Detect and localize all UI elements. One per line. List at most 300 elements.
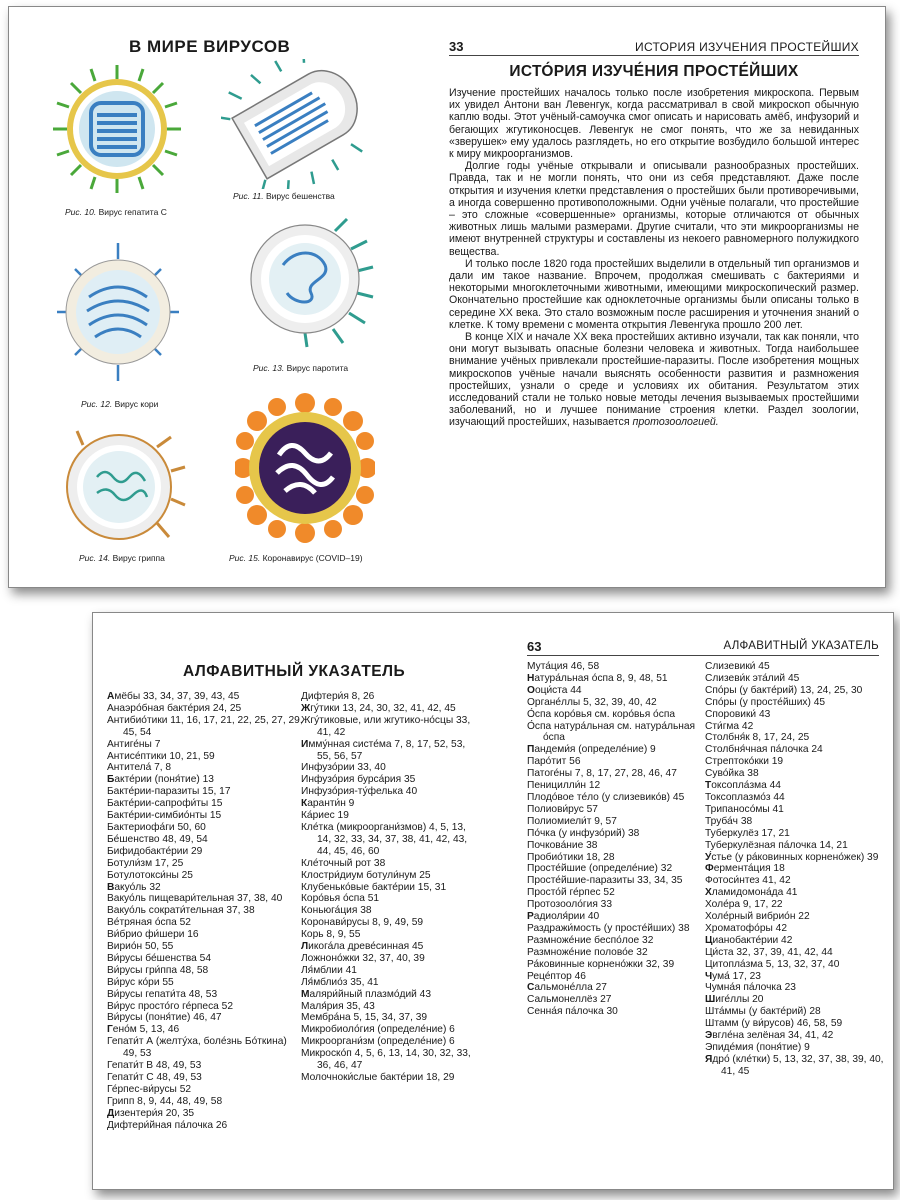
figure-hepatitis-c-illustration <box>47 59 187 199</box>
index-entry-text: Эпиде́мия (поня́тие) 9 <box>705 1042 810 1053</box>
index-entry-text: гу́тики 13, 24, 30, 32, 41, 42, 45 <box>310 702 456 714</box>
figure-12-caption: Рис. 12. Вирус кори <box>81 399 159 409</box>
index-entry-text: Жгу́тиковые, или жгутико-но́сцы 33, 41, 42 <box>301 714 471 738</box>
index-entry <box>301 870 471 882</box>
index-entry <box>107 977 303 989</box>
index-entry-text: мму́нная систе́ма 7, 8, 17, 52, 53, 55, 56, 57 <box>308 738 466 762</box>
index-entry <box>107 1060 303 1072</box>
index-letter: У <box>705 851 712 863</box>
index-entry-text: Ка́риес 19 <box>301 810 349 822</box>
index-entry-text: Ви́русы гри́ппа 48, 58 <box>107 964 209 976</box>
index-entry-text: акуо́ль 32 <box>114 881 161 893</box>
figure-10-caption: Рис. 10. Вирус гепатита С <box>65 207 167 217</box>
index-entry <box>301 1072 471 1084</box>
index-entry <box>527 804 703 816</box>
index-entry <box>301 965 471 977</box>
index-entry-text: Споровики́ 43 <box>705 708 771 720</box>
index-entry <box>301 810 471 822</box>
index-entry-text: Ви́рус ко́ри 55 <box>107 976 174 988</box>
index-entry <box>527 661 703 673</box>
index-letter: К <box>301 798 308 810</box>
index-column <box>527 661 703 1018</box>
index-entry <box>705 792 885 804</box>
index-entry-text: ума́ 17, 23 <box>712 970 761 982</box>
index-entry <box>705 661 885 673</box>
index-entry <box>107 798 303 810</box>
index-entry-text: Вирио́н 50, 55 <box>107 941 174 953</box>
index-page-right <box>517 613 889 1189</box>
index-entry-text: Грипп 8, 9, 44, 48, 49, 58 <box>107 1095 223 1107</box>
index-entry-text: мёбы 33, 34, 37, 39, 43, 45 <box>114 691 240 702</box>
index-entry-text: Штамм (у ви́русов) 46, 58, 59 <box>705 1018 843 1030</box>
index-letter: С <box>527 982 535 994</box>
index-entry <box>107 715 303 739</box>
index-entry <box>527 828 703 840</box>
index-entry <box>301 1012 471 1024</box>
index-entry <box>705 1054 885 1078</box>
paragraph: Изучение простейших началось только после изобретения микроскопа. Первым их увидел Антони ван Левенгук, когда рассматривал в свой микроскоп обычную каплю воды. Этот учёный-самоучка смог описать и нарисовать амёб, инфузорий и бегающих жгутиконосцев. Левенгук не смог понять, что же за невиданных «зверушек» ему удалось разглядеть, но его открытие возбудило большой интерес к миру микроорганизмов. <box>449 87 859 161</box>
index-entry-text: Ви́рус просто́го ге́рпеса 52 <box>107 1000 234 1012</box>
index-entry-text: Цитопла́зма 5, 13, 32, 37, 40 <box>705 958 840 970</box>
index-entry <box>107 846 303 858</box>
index-book-spread <box>92 612 894 1190</box>
index-entry <box>705 732 885 744</box>
index-entry <box>527 721 703 745</box>
index-entry <box>301 1024 471 1036</box>
figure-mumps-illustration <box>235 209 375 349</box>
figure-13-caption: Рис. 13. Вирус паротита <box>253 363 349 373</box>
index-entry-text: Мембра́на 5, 15, 34, 37, 39 <box>301 1012 428 1024</box>
index-entry-text: Анаэро́бная бакте́рия 24, 25 <box>107 702 242 714</box>
index-letter: Ц <box>705 934 713 946</box>
index-entry-text: иге́ллы 20 <box>715 994 764 1006</box>
index-entry-text: Бифидобакте́рии 29 <box>107 845 203 857</box>
index-entry <box>301 929 471 941</box>
index-entry <box>705 816 885 828</box>
index-entry-text: Ви́брио фи́шери 16 <box>107 929 199 941</box>
index-entry-text: Раздражи́мость (у просте́йших) 38 <box>527 922 690 934</box>
index-entry-text: Антибио́тики 11, 16, 17, 21, 22, 25, 27, 29, 45, 54 <box>107 714 303 738</box>
index-entry <box>705 994 885 1006</box>
index-entry <box>301 858 471 870</box>
index-entry-text: Стрептоко́кки 19 <box>705 756 784 768</box>
index-entry <box>107 834 303 846</box>
index-entry <box>527 899 703 911</box>
index-entry <box>705 685 885 697</box>
index-entry <box>705 923 885 935</box>
figure-measles-illustration <box>49 237 187 387</box>
index-entry-text: Фотоси́нтез 41, 42 <box>705 875 791 887</box>
index-letter: Б <box>107 774 115 786</box>
index-entry <box>107 929 303 941</box>
index-entry <box>527 982 703 994</box>
index-entry <box>107 1001 303 1013</box>
page-number: 33 <box>449 39 464 54</box>
index-entry <box>301 893 471 905</box>
page-number: 63 <box>527 639 542 654</box>
index-entry-text: О́спа коро́вья см. коро́вья о́спа <box>527 708 676 720</box>
index-letter: О <box>527 684 535 696</box>
index-entry <box>705 899 885 911</box>
index-entry <box>705 768 885 780</box>
index-entry <box>301 798 471 810</box>
index-entry <box>107 751 303 763</box>
index-entry-text: Пеницилли́н 12 <box>527 780 601 792</box>
index-entry <box>527 840 703 852</box>
index-entry <box>527 863 703 875</box>
index-entry <box>301 822 471 858</box>
index-entry <box>527 685 703 697</box>
index-entry <box>527 875 703 887</box>
index-entry-text: Суво́йка 38 <box>705 768 759 780</box>
figure-11-caption: Рис. 11. Вирус бешенства <box>233 191 335 201</box>
index-entry-text: Инфузо́рия бурса́рия 35 <box>301 774 416 786</box>
index-entry <box>301 774 471 786</box>
index-entry-text: Ля́мблио́з 35, 41 <box>301 976 379 988</box>
index-entry-text: Шта́ммы (у бакте́рий) 28 <box>705 1006 821 1018</box>
index-entry-text: Слизевики́ 45 <box>705 661 770 672</box>
figure-influenza-illustration <box>53 427 187 545</box>
index-entry <box>527 1006 703 1018</box>
index-entry <box>301 989 471 1001</box>
index-entry <box>705 911 885 923</box>
index-entry-text: Хроматофо́ры 42 <box>705 922 787 934</box>
index-entry-text: Мута́ция 46, 58 <box>527 661 600 672</box>
index-entry-text: адиоля́рии 40 <box>533 911 600 923</box>
index-heading: АЛФАВИТНЫЙ УКАЗАТЕЛЬ <box>183 663 406 680</box>
index-entry <box>301 739 471 763</box>
index-entry <box>107 1012 303 1024</box>
index-entry-text: Туберкулёзная па́лочка 14, 21 <box>705 839 848 851</box>
index-entry-text: Спо́ры (у просте́йших) 45 <box>705 696 826 708</box>
index-entry <box>301 953 471 965</box>
index-entry <box>107 739 303 751</box>
index-entry <box>107 1024 303 1036</box>
index-entry <box>107 1120 303 1132</box>
index-entry-text: Столбня́к 8, 17, 24, 25 <box>705 732 810 744</box>
index-entry-text: Реце́птор 46 <box>527 970 586 982</box>
index-entry <box>107 882 303 894</box>
index-entry <box>705 852 885 864</box>
index-entry <box>107 691 303 703</box>
index-entry-text: Ве́тряная о́спа 52 <box>107 917 191 929</box>
index-entry-text: Корь 8, 9, 55 <box>301 929 361 941</box>
index-column <box>301 691 471 1084</box>
index-entry-text: Кле́точный рот 38 <box>301 857 386 869</box>
index-entry-text: Туберкулёз 17, 21 <box>705 827 790 839</box>
index-entry-text: Антитела́ 7, 8 <box>107 762 172 774</box>
index-column <box>705 661 885 1078</box>
paragraph-last: В конце XIX и начале XX века простейших активно изучали, так как поняли, что они могут вызывать опасные болезни человека и животных. Тогда наибольшее внимание учёных привлекали простейшие-паразиты. После изобретения мощных микроскопов учёные начали выяснять особенности развития и размножения простейших, узнали о среде и условиях их обитания. Результатом этих исследований стали не только новые методы лечения вызываемых простейшими заболеваний, но и лучшее понимание строения клетки. Раздел зоологии, изучающий простейших, называется протозоологией. <box>449 331 859 429</box>
index-entry-text: Маля́рия 35, 43 <box>301 1000 375 1012</box>
index-entry <box>107 822 303 834</box>
index-entry-text: Бакте́рии-паразиты 15, 17 <box>107 786 231 798</box>
index-entry-text: Кле́тка (микрооргани́змов) 4, 5, 13, 14, 32, 33, 34, 37, 38, 41, 42, 43, 44, 45, 46, 60 <box>301 821 468 857</box>
index-entry <box>527 911 703 923</box>
index-entry-text: Токсоплазмо́з 44 <box>705 791 785 803</box>
index-entry <box>107 703 303 715</box>
index-entry-text: дро́ (кле́тки) 5, 13, 32, 37, 38, 39, 40, 41, 45 <box>712 1053 884 1077</box>
index-entry <box>107 1036 303 1060</box>
index-entry <box>705 804 885 816</box>
index-entry-text: аляри́йный плазмо́дий 43 <box>309 988 431 1000</box>
index-entry <box>107 858 303 870</box>
index-entry-text: Ложноно́жки 32, 37, 40, 39 <box>301 952 425 964</box>
index-entry-text: Гепати́т С 48, 49, 53 <box>107 1072 202 1083</box>
figure-15-caption: Рис. 15. Коронавирус (COVID–19) <box>229 553 363 563</box>
top-book-spread <box>8 6 886 588</box>
index-entry <box>705 959 885 971</box>
index-entry <box>107 1084 303 1096</box>
index-entry <box>301 1048 471 1072</box>
index-entry-text: Плодо́вое те́ло (у слизевико́в) 45 <box>527 791 685 803</box>
index-entry-text: Молочноки́слые бакте́рии 18, 29 <box>301 1072 455 1083</box>
index-entry <box>107 941 303 953</box>
index-entry-text: Микроско́п 4, 5, 6, 13, 14, 30, 32, 33, 36, 46, 47 <box>301 1048 471 1072</box>
index-entry <box>107 762 303 774</box>
index-entry <box>107 1096 303 1108</box>
index-entry <box>705 863 885 875</box>
index-entry-text: изентери́я 20, 35 <box>114 1107 195 1119</box>
index-entry <box>527 792 703 804</box>
index-entry-text: икога́ла древе́синная 45 <box>308 941 424 953</box>
index-entry-text: Спо́ры (у бакте́рий) 13, 24, 25, 30 <box>705 684 863 696</box>
index-letter: Л <box>301 941 309 953</box>
index-letter: Ф <box>705 863 714 875</box>
index-entry-text: Ге́рпес-ви́русы 52 <box>107 1083 192 1095</box>
index-entry <box>705 673 885 685</box>
index-entry-text: Холе́ра 9, 17, 22 <box>705 899 783 911</box>
index-entry-text: Трипаносо́мы 41 <box>705 803 784 815</box>
index-entry <box>527 780 703 792</box>
index-entry-text: Антисе́птики 10, 21, 59 <box>107 750 215 762</box>
index-entry <box>705 1030 885 1042</box>
index-entry-text: оци́ста 44 <box>534 684 582 696</box>
index-entry <box>301 691 471 703</box>
index-entry <box>301 786 471 798</box>
index-letter: Т <box>705 780 712 792</box>
index-entry <box>705 828 885 840</box>
index-entry <box>527 887 703 899</box>
index-letter: Д <box>107 1107 115 1119</box>
index-entry-text: Микрооргани́зм (определе́ние) 6 <box>301 1036 455 1048</box>
index-letter: И <box>301 738 309 750</box>
index-letter: Н <box>527 672 535 684</box>
index-entry-text: Полиомиели́т 9, 57 <box>527 815 617 827</box>
index-entry <box>527 816 703 828</box>
index-entry-text: Сенна́я па́лочка 30 <box>527 1006 618 1018</box>
index-entry <box>107 810 303 822</box>
index-entry-text: Паро́тит 56 <box>527 756 581 768</box>
index-letter: М <box>301 988 310 1000</box>
index-entry-text: ианобакте́рии 42 <box>712 934 793 946</box>
index-entry-text: Бакте́рии-симбио́нты 15 <box>107 810 222 822</box>
index-entry-text: Гепати́т В 48, 49, 53 <box>107 1060 202 1072</box>
index-entry-text: О́спа натура́льная см. натура́льная о́спа <box>527 720 696 744</box>
figure-coronavirus-illustration <box>235 393 375 543</box>
index-entry <box>705 1018 885 1030</box>
index-entry-text: Вакуо́ль сократи́тельная 37, 38 <box>107 905 255 917</box>
index-page-left <box>93 613 511 1189</box>
index-entry-text: Ра́ковинные корнено́жки 32, 39 <box>527 958 675 970</box>
index-entry <box>107 905 303 917</box>
index-entry <box>705 709 885 721</box>
index-entry-text: Ботулотокси́ны 25 <box>107 869 193 881</box>
index-entry <box>705 875 885 887</box>
index-entry-text: атура́льная о́спа 8, 9, 48, 51 <box>534 672 668 684</box>
index-entry <box>527 673 703 685</box>
index-entry-text: Дифтери́йная па́лочка 26 <box>107 1119 228 1131</box>
index-entry-text: Антиге́ны 7 <box>107 738 161 750</box>
index-entry <box>107 965 303 977</box>
index-letter: П <box>527 744 535 756</box>
index-entry <box>301 977 471 989</box>
term-protozoology: протозоологией. <box>632 416 719 429</box>
index-entry-text: Просте́йшие-паразиты 33, 34, 35 <box>527 875 683 887</box>
paragraph: Долгие годы учёные открывали и описывали разнообразных простейших. Правда, так и не могли понять, что они из себя представляют. Даже после открытия и изучения клетки представления о простейших были противоречивыми, а иногда совершенно противоположными. Одни учёные полагали, что простейшие – это сложные «совершенные» организмы, которые отличаются от обычных животных лишь малыми размерами. Другие считали, что эти микроорганизмы не имеют внутренней структуры и составлены из некоего равномерного полужидкого вещества. <box>449 160 859 258</box>
index-entry-text: Ви́русы бе́шенства 54 <box>107 952 211 964</box>
index-entry-text: ермента́ция 18 <box>713 863 785 875</box>
index-entry <box>301 1001 471 1013</box>
running-header <box>449 39 859 56</box>
running-title: АЛФАВИТНЫЙ УКАЗАТЕЛЬ <box>723 640 879 652</box>
index-entry-text: Ви́русы (поня́тие) 46, 47 <box>107 1012 222 1024</box>
index-entry-text: андеми́я (определе́ние) 9 <box>534 744 656 756</box>
index-entry-text: Гепати́т А (желту́ха, боле́знь Бо́ткина) 49, 53 <box>107 1036 287 1060</box>
index-entry-text: Полиови́рус 57 <box>527 803 598 815</box>
index-entry-text: Пробио́тики 18, 28 <box>527 851 615 863</box>
index-entry <box>107 953 303 965</box>
figure-rabies-illustration <box>221 59 363 189</box>
index-entry-text: Размноже́ние беспо́лое 32 <box>527 934 654 946</box>
figure-14-caption: Рис. 14. Вирус гриппа <box>79 553 165 563</box>
index-entry <box>705 744 885 756</box>
index-entry <box>705 971 885 983</box>
index-entry <box>527 959 703 971</box>
index-letter: Х <box>705 887 712 899</box>
index-entry <box>527 744 703 756</box>
history-article-page <box>437 7 877 587</box>
index-entry-text: Инфузо́рия-ту́фелька 40 <box>301 786 418 798</box>
index-entry <box>301 715 471 739</box>
index-entry <box>301 905 471 917</box>
article-body <box>449 87 859 429</box>
index-entry-text: Сальмонеллёз 27 <box>527 994 612 1006</box>
index-entry-text: Патоге́ны 7, 8, 17, 27, 28, 46, 47 <box>527 768 677 780</box>
index-entry <box>301 1036 471 1048</box>
index-entry-text: Почкова́ние 38 <box>527 839 598 851</box>
index-entry <box>107 893 303 905</box>
index-entry <box>527 697 703 709</box>
index-entry <box>107 1072 303 1084</box>
index-entry-text: ламидомона́да 41 <box>711 887 798 899</box>
index-entry <box>705 1042 885 1054</box>
index-entry <box>527 756 703 768</box>
index-letter: В <box>107 881 115 893</box>
index-letter: Г <box>107 1024 113 1036</box>
index-entry <box>705 947 885 959</box>
index-entry <box>527 709 703 721</box>
index-entry-text: Органе́ллы 5, 32, 39, 40, 42 <box>527 696 657 708</box>
index-entry <box>107 786 303 798</box>
index-entry-text: Микробиоло́гия (определе́ние) 6 <box>301 1024 455 1036</box>
index-entry-text: Коронави́русы 8, 9, 49, 59 <box>301 917 424 929</box>
index-column <box>107 691 303 1132</box>
index-entry-text: Клостри́диум ботули́нум 25 <box>301 869 431 881</box>
index-entry <box>705 721 885 733</box>
index-entry-text: Столбня́чная па́лочка 24 <box>705 744 823 756</box>
index-entry-text: ено́м 5, 13, 46 <box>112 1024 180 1036</box>
index-letter: Ч <box>705 970 713 982</box>
running-title: ИСТОРИЯ ИЗУЧЕНИЯ ПРОСТЕЙШИХ <box>635 40 859 54</box>
index-entry <box>301 882 471 894</box>
index-entry-text: аранти́н 9 <box>307 798 355 810</box>
index-entry-text: оксопла́зма 44 <box>711 780 781 792</box>
index-entry-text: Ци́ста 32, 37, 39, 41, 42, 44 <box>705 946 833 958</box>
index-entry <box>527 947 703 959</box>
index-entry <box>301 941 471 953</box>
index-entry-text: Ви́русы гепати́та 48, 53 <box>107 988 218 1000</box>
index-entry <box>301 917 471 929</box>
index-entry <box>705 697 885 709</box>
index-letter: Р <box>527 911 534 923</box>
virus-illustrations-page <box>9 7 431 587</box>
index-entry <box>301 703 471 715</box>
index-entry <box>527 994 703 1006</box>
index-entry-text: Инфузо́рии 33, 40 <box>301 762 386 774</box>
index-entry <box>301 762 471 774</box>
index-entry-text: вгле́на зелёная 34, 41, 42 <box>712 1030 834 1042</box>
index-letter: Ш <box>705 994 716 1006</box>
index-letter: Ж <box>301 702 311 714</box>
index-entry-text: Бакте́рии-сапрофи́ты 15 <box>107 798 223 810</box>
index-entry-text: Протозооло́гия 33 <box>527 899 613 911</box>
index-entry <box>527 935 703 947</box>
index-entry-text: Просто́й ге́рпес 52 <box>527 887 615 899</box>
index-entry-text: ́стье (у ра́ковинных корнено́жек) 39 <box>711 851 879 863</box>
index-entry-text: Бактериофа́ги 50, 60 <box>107 821 206 833</box>
index-entry <box>705 780 885 792</box>
index-entry <box>527 768 703 780</box>
index-entry-text: Ля́мблии 41 <box>301 964 357 976</box>
index-entry-text: Просте́йшие (определе́ние) 32 <box>527 863 673 875</box>
index-entry-text: Сти́гма 42 <box>705 720 754 732</box>
index-entry <box>705 887 885 899</box>
index-entry <box>705 756 885 768</box>
index-entry-text: акте́рии (поня́тие) 13 <box>114 774 214 786</box>
index-entry-text: Дифтери́я 8, 26 <box>301 691 375 702</box>
index-entry <box>527 923 703 935</box>
index-letter: Я <box>705 1053 713 1065</box>
index-entry-text: Чумна́я па́лочка 23 <box>705 982 796 994</box>
index-entry <box>705 935 885 947</box>
index-entry <box>107 917 303 929</box>
index-entry-text: По́чка (у инфузо́рий) 38 <box>527 827 640 839</box>
index-letter: Э <box>705 1030 713 1042</box>
article-title: ИСТО́РИЯ ИЗУЧЕ́НИЯ ПРОСТЕ́ЙШИХ <box>509 63 799 80</box>
index-entry <box>527 852 703 864</box>
index-entry-text: Бе́шенство 48, 49, 54 <box>107 833 208 845</box>
index-entry-text: Клубенько́вые бакте́рии 15, 31 <box>301 881 447 893</box>
index-entry-text: Размноже́ние полово́е 32 <box>527 946 648 958</box>
index-entry-text: Труба́ч 38 <box>705 815 753 827</box>
index-entry <box>705 840 885 852</box>
index-entry-text: Коро́вья о́спа 51 <box>301 893 380 905</box>
index-entry-text: Ботули́зм 17, 25 <box>107 857 184 869</box>
index-entry <box>107 774 303 786</box>
page-heading: В МИРЕ ВИРУСОВ <box>129 37 291 56</box>
index-entry-text: Вакуо́ль пищевари́тельная 37, 38, 40 <box>107 893 283 905</box>
